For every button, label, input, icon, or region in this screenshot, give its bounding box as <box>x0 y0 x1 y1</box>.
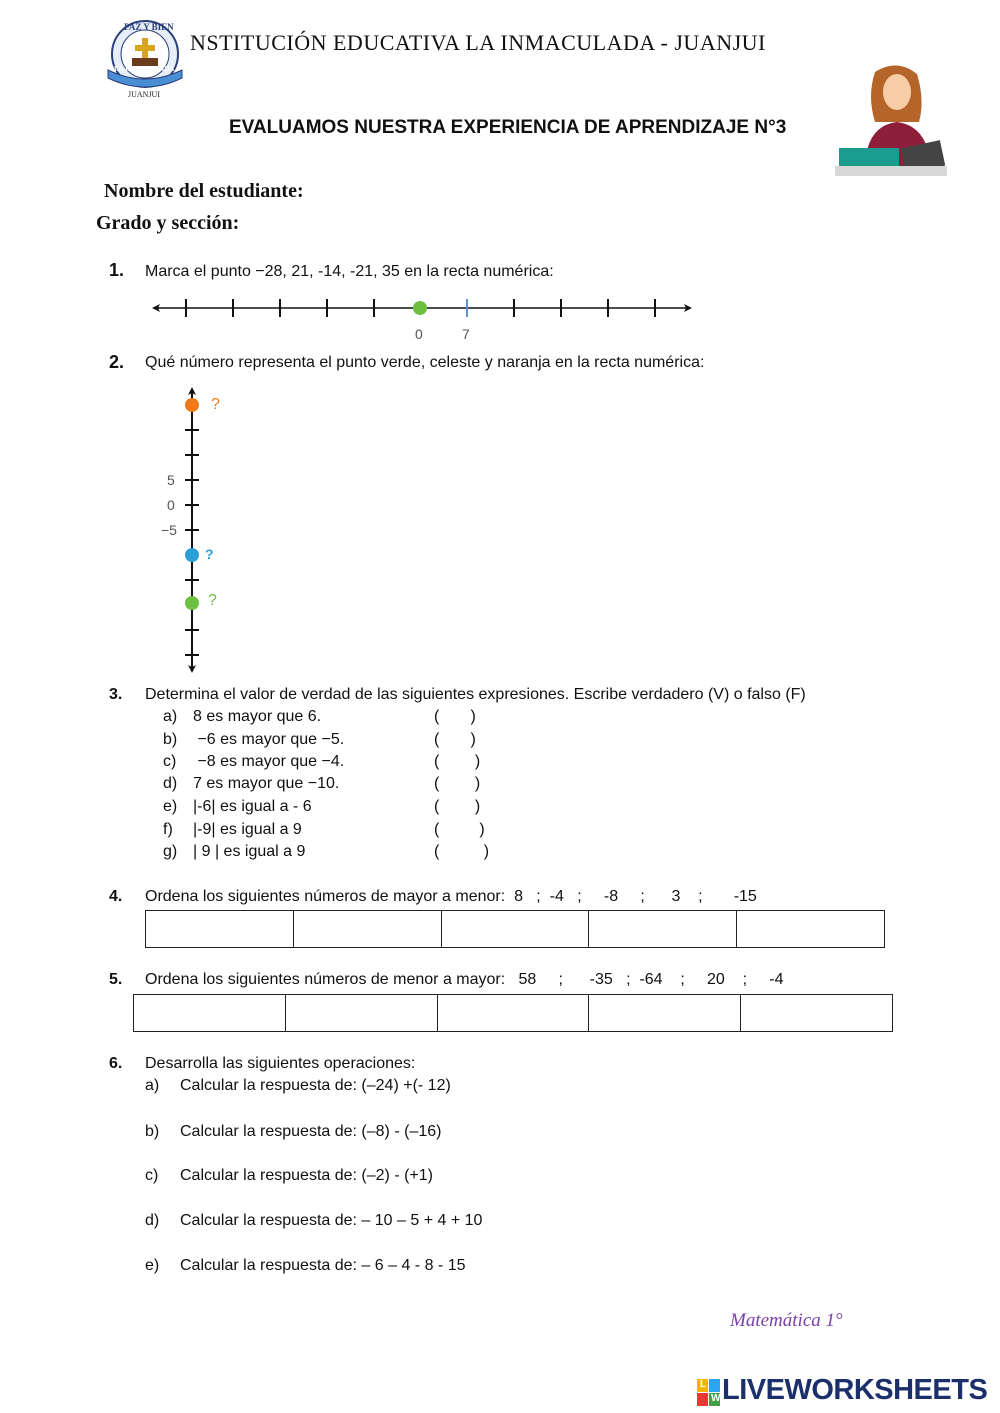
q4-answer-cell[interactable] <box>293 911 441 948</box>
q3-text: Determina el valor de verdad de las siguientes expresiones. Escribe verdadero (V) o falso (F) <box>145 686 806 703</box>
q3-item-c-answer[interactable]: ( ) <box>434 753 481 770</box>
q3-item-a-text: 8 es mayor que 6. <box>193 708 322 725</box>
q6-item-e-text: Calcular la respuesta de: – 6 – 4 - 8 - 15 <box>180 1257 466 1274</box>
q1-zero-point <box>413 301 427 315</box>
q5-answer-cell[interactable] <box>589 995 741 1032</box>
q5-answer-cell[interactable] <box>134 995 286 1032</box>
q3-item-d-letter: d) <box>163 775 178 792</box>
teacher-illustration <box>835 60 950 182</box>
q5-answer-cell[interactable] <box>285 995 437 1032</box>
q5-text: Ordena los siguientes números de menor a mayor: 58 ; -35 ; -64 ; 20 ; -4 <box>145 971 784 988</box>
logo-city: JUANJUI <box>128 90 160 99</box>
q3-item-b-answer[interactable]: ( ) <box>434 731 476 748</box>
q4-text: Ordena los siguientes números de mayor a menor: 8 ; -4 ; -8 ; 3 ; -15 <box>145 888 757 905</box>
q6-item-c-letter: c) <box>145 1167 159 1184</box>
q2-orange-question: ? <box>211 396 220 413</box>
q2-label-five: 5 <box>167 472 175 488</box>
q3-item-g-answer[interactable]: ( ) <box>434 843 490 860</box>
q3-item-a-answer[interactable]: ( ) <box>434 708 476 725</box>
student-name-label: Nombre del estudiante: <box>104 180 304 202</box>
q3-item-c-letter: c) <box>163 753 177 770</box>
q5-answer-table <box>133 994 893 1032</box>
q6-number: 6. <box>109 1055 123 1072</box>
logo-banner: LA INMACULADA <box>114 65 175 73</box>
q2-blue-question: ? <box>205 546 214 562</box>
q3-item-e-text: |-6| es igual a - 6 <box>193 798 312 815</box>
brand-badge-letter-l: L <box>700 1379 707 1390</box>
q6-item-a-letter: a) <box>145 1077 160 1094</box>
q3-number: 3. <box>109 686 123 703</box>
q4-answer-cell[interactable] <box>589 911 737 948</box>
q5-number: 5. <box>109 971 123 988</box>
q6-item-b-text: Calcular la respuesta de: (–8) - (–16) <box>180 1123 442 1140</box>
q2-text: Qué número representa el punto verde, celeste y naranja en la recta numérica: <box>145 354 705 371</box>
q3-item-d-answer[interactable]: ( ) <box>434 775 481 792</box>
q5-answer-cell[interactable] <box>437 995 589 1032</box>
brand-badge-letter-w: W <box>711 1393 721 1404</box>
q2-green-question: ? <box>208 592 217 609</box>
q2-green-point <box>185 596 199 610</box>
subject-footer: Matemática 1° <box>730 1310 843 1331</box>
q2-vertical-number-line[interactable] <box>180 385 230 675</box>
q3-item-g-text: | 9 | es igual a 9 <box>193 843 306 860</box>
q5-answer-cell[interactable] <box>741 995 893 1032</box>
q6-item-a-text: Calcular la respuesta de: (–24) +(- 12) <box>180 1077 451 1094</box>
q3-item-b-text: −6 es mayor que −5. <box>193 731 345 748</box>
q1-tick-label-zero: 0 <box>415 326 423 342</box>
q2-label-zero: 0 <box>167 497 175 513</box>
q4-answer-cell[interactable] <box>441 911 589 948</box>
q1-tick-label-seven: 7 <box>462 326 470 342</box>
q4-answer-table <box>145 910 885 948</box>
q3-item-e-letter: e) <box>163 798 178 815</box>
q3-item-e-answer[interactable]: ( ) <box>434 798 481 815</box>
q6-text: Desarrolla las siguientes operaciones: <box>145 1055 416 1072</box>
q6-item-e-letter: e) <box>145 1257 160 1274</box>
page-title: EVALUAMOS NUESTRA EXPERIENCIA DE APRENDIZAJE N°3 <box>229 117 787 138</box>
school-name: NSTITUCIÓN EDUCATIVA LA INMACULADA - JUANJUI <box>190 30 766 55</box>
q3-item-f-text: |-9| es igual a 9 <box>193 821 302 838</box>
q6-item-c-text: Calcular la respuesta de: (–2) - (+1) <box>180 1167 433 1184</box>
q1-text: Marca el punto −28, 21, -14, -21, 35 en la recta numérica: <box>145 263 554 280</box>
q4-number: 4. <box>109 888 123 905</box>
q2-orange-point <box>185 398 199 412</box>
q1-number: 1. <box>109 260 125 280</box>
student-grade-label: Grado y sección: <box>96 212 240 234</box>
q4-answer-cell[interactable] <box>146 911 294 948</box>
logo-motto: PAZ Y BIEN <box>124 22 174 32</box>
q2-number: 2. <box>109 352 125 372</box>
q6-item-d-letter: d) <box>145 1212 160 1229</box>
q3-item-b-letter: b) <box>163 731 178 748</box>
q6-item-d-text: Calcular la respuesta de: – 10 – 5 + 4 + 10 <box>180 1212 483 1229</box>
liveworksheets-brand[interactable]: LIVEWORKSHEETS <box>722 1374 988 1406</box>
q4-answer-cell[interactable] <box>737 911 885 948</box>
q2-blue-point <box>185 548 199 562</box>
q2-label-minus-five: −5 <box>161 522 177 538</box>
q3-item-f-answer[interactable]: ( ) <box>434 821 485 838</box>
q3-item-f-letter: f) <box>163 821 173 838</box>
q6-item-b-letter: b) <box>145 1123 160 1140</box>
q3-item-g-letter: g) <box>163 843 178 860</box>
q3-item-a-letter: a) <box>163 708 178 725</box>
q3-item-d-text: 7 es mayor que −10. <box>193 775 340 792</box>
q3-item-c-text: −8 es mayor que −4. <box>193 753 345 770</box>
